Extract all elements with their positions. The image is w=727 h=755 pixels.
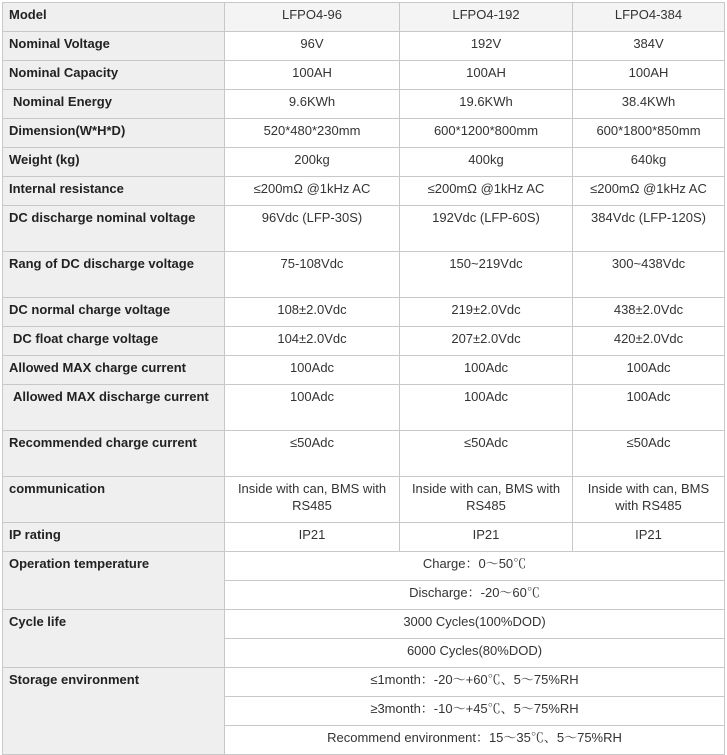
- row-label: [3, 385, 225, 431]
- row-value: 104±2.0Vdc: [225, 327, 400, 356]
- row-label: [3, 90, 225, 119]
- table-row: [3, 668, 725, 697]
- cycle-life-value-1: 3000 Cycles(100%DOD): [225, 610, 725, 639]
- row-label: DC normal charge voltage: [3, 298, 225, 327]
- row-label: [3, 327, 225, 356]
- model-label: Model: [3, 3, 225, 32]
- row-label: DC discharge nominal voltage: [3, 206, 225, 252]
- storage-environment-value-1: ≤1month：-20～+60℃、5～75%RH: [225, 668, 725, 697]
- cycle-life-value-2: 6000 Cycles(80%DOD): [225, 639, 725, 668]
- row-value: 100Adc: [400, 356, 573, 385]
- row-value: ≤200mΩ @1kHz AC: [573, 177, 725, 206]
- row-value: ≤50Adc: [400, 431, 573, 477]
- row-label: IP rating: [3, 523, 225, 552]
- table-row: [3, 148, 725, 177]
- row-label: Internal resistance: [3, 177, 225, 206]
- row-value: IP21: [400, 523, 573, 552]
- model-lfpo4-384: LFPO4-384: [573, 3, 725, 32]
- storage-environment-label: Storage environment: [3, 668, 225, 755]
- row-value: 96V: [225, 32, 400, 61]
- table-row: [3, 431, 725, 477]
- row-value: 384Vdc (LFP-120S): [573, 206, 725, 252]
- row-value: 100AH: [400, 61, 573, 90]
- row-label: Dimension(W*H*D): [3, 119, 225, 148]
- row-value: 150~219Vdc: [400, 252, 573, 298]
- row-value: IP21: [225, 523, 400, 552]
- table-row: [3, 61, 725, 90]
- operation-temperature-discharge: Discharge：-20～60℃: [225, 581, 725, 610]
- table-row: [3, 552, 725, 581]
- table-row: [3, 32, 725, 61]
- row-label: communication: [3, 477, 225, 523]
- row-value: 438±2.0Vdc: [573, 298, 725, 327]
- row-value: 96Vdc (LFP-30S): [225, 206, 400, 252]
- row-value: 108±2.0Vdc: [225, 298, 400, 327]
- operation-temperature-charge: Charge：0～50℃: [225, 552, 725, 581]
- row-value: 100Adc: [573, 356, 725, 385]
- row-value: Inside with can, BMS with RS485: [225, 477, 400, 523]
- row-value: 192Vdc (LFP-60S): [400, 206, 573, 252]
- model-lfpo4-96: LFPO4-96: [225, 3, 400, 32]
- row-value: 100AH: [573, 61, 725, 90]
- header-row: [3, 3, 725, 32]
- row-value: IP21: [573, 523, 725, 552]
- row-value: 520*480*230mm: [225, 119, 400, 148]
- table-row: [3, 327, 725, 356]
- table-row: [3, 206, 725, 252]
- row-value: 75-108Vdc: [225, 252, 400, 298]
- row-label: Nominal Capacity: [3, 61, 225, 90]
- row-value: 100Adc: [573, 385, 725, 431]
- row-value: ≤200mΩ @1kHz AC: [400, 177, 573, 206]
- table-row: [3, 356, 725, 385]
- row-value: 600*1200*800mm: [400, 119, 573, 148]
- row-value: 19.6KWh: [400, 90, 573, 119]
- row-value: 100AH: [225, 61, 400, 90]
- storage-environment-value-2: ≥3month：-10～+45℃、5～75%RH: [225, 697, 725, 726]
- row-value: 38.4KWh: [573, 90, 725, 119]
- row-label-text: Allowed MAX discharge current: [13, 389, 209, 404]
- row-value: ≤50Adc: [225, 431, 400, 477]
- row-value: 9.6KWh: [225, 90, 400, 119]
- model-lfpo4-192: LFPO4-192: [400, 3, 573, 32]
- row-value: 420±2.0Vdc: [573, 327, 725, 356]
- row-value: 192V: [400, 32, 573, 61]
- row-value: 219±2.0Vdc: [400, 298, 573, 327]
- row-label: Rang of DC discharge voltage: [3, 252, 225, 298]
- table-row: [3, 298, 725, 327]
- storage-environment-value-3: Recommend environment：15～35℃、5～75%RH: [225, 726, 725, 755]
- row-value: 100Adc: [225, 385, 400, 431]
- row-value: 207±2.0Vdc: [400, 327, 573, 356]
- row-value: ≤200mΩ @1kHz AC: [225, 177, 400, 206]
- table-row: [3, 177, 725, 206]
- row-value: Inside with can, BMS with RS485: [573, 477, 725, 523]
- row-value: 100Adc: [400, 385, 573, 431]
- row-value: 400kg: [400, 148, 573, 177]
- table-row: [3, 119, 725, 148]
- row-label: Nominal Voltage: [3, 32, 225, 61]
- row-label: Allowed MAX charge current: [3, 356, 225, 385]
- table-row: [3, 385, 725, 431]
- spec-table: [2, 2, 725, 755]
- row-value: 200kg: [225, 148, 400, 177]
- row-value: 300~438Vdc: [573, 252, 725, 298]
- table-row: [3, 610, 725, 639]
- row-value: 100Adc: [225, 356, 400, 385]
- row-value: Inside with can, BMS with RS485: [400, 477, 573, 523]
- row-value: 384V: [573, 32, 725, 61]
- operation-temperature-label: Operation temperature: [3, 552, 225, 610]
- row-value: 600*1800*850mm: [573, 119, 725, 148]
- row-value: 640kg: [573, 148, 725, 177]
- row-label: Weight (kg): [3, 148, 225, 177]
- row-label-text: DC float charge voltage: [13, 331, 159, 346]
- table-row: [3, 523, 725, 552]
- table-row: [3, 90, 725, 119]
- row-label: Recommended charge current: [3, 431, 225, 477]
- row-label-text: Nominal Energy: [13, 94, 112, 109]
- table-row: [3, 252, 725, 298]
- cycle-life-label: Cycle life: [3, 610, 225, 668]
- row-value: ≤50Adc: [573, 431, 725, 477]
- table-row: [3, 477, 725, 523]
